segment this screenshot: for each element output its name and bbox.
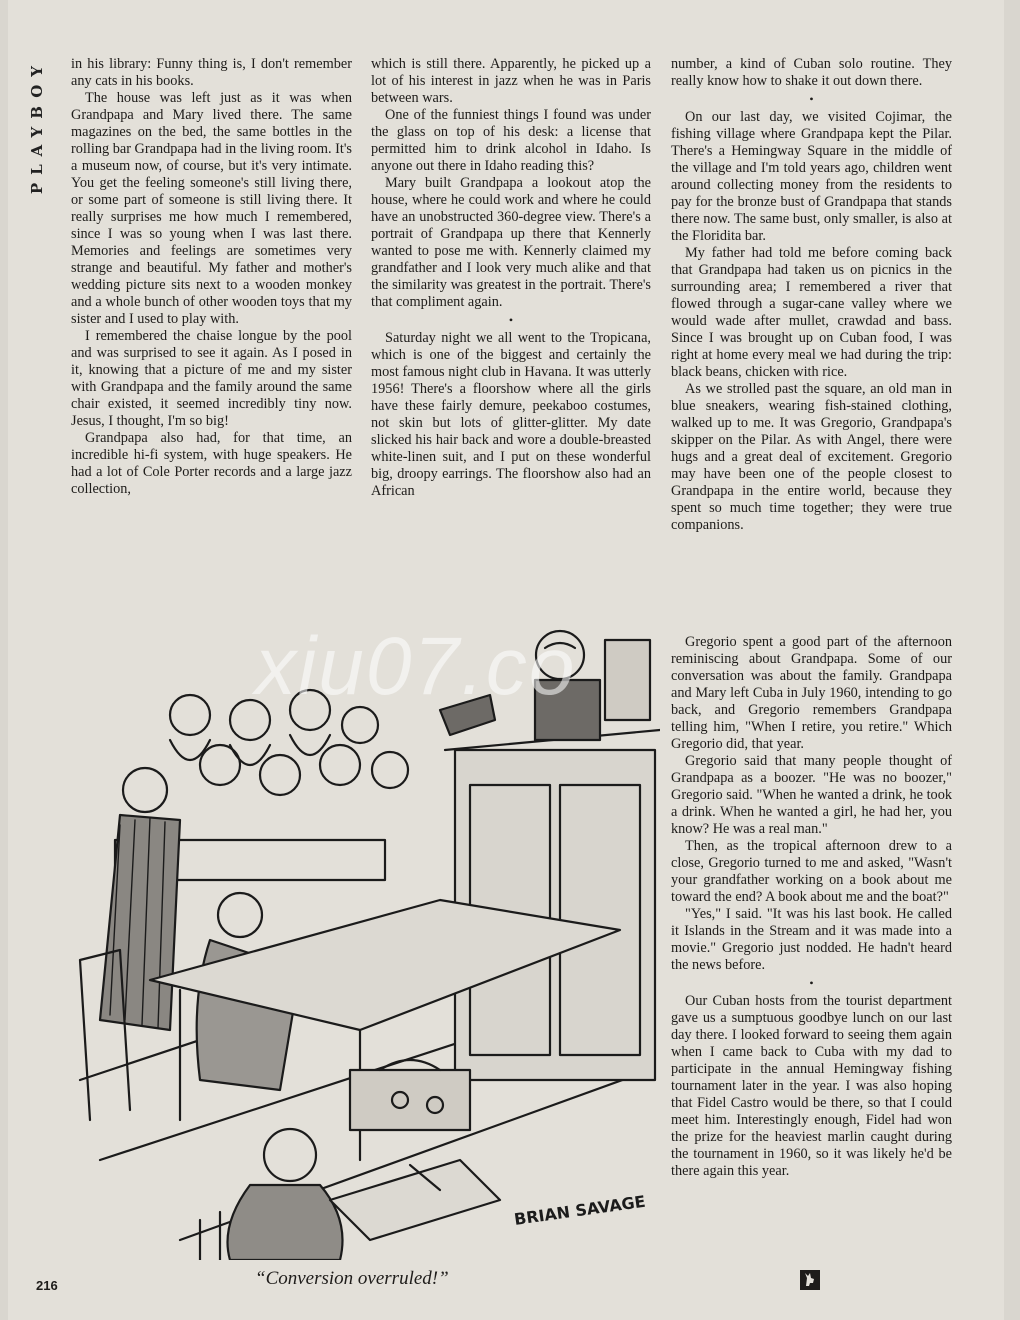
paragraph: Mary built Grandpapa a lookout atop the house, where he could work and where he could have an unobstructed 360-degree view. There's a portrait of Grandpapa up there that Kennerly wanted to pose me with. Kennerly claimed my grandfather and I look very much alike and that the similarity was greatest in the portrait. There's that compliment again. (371, 175, 651, 310)
cartoon-caption: “Conversion overruled!” (255, 1268, 449, 1289)
paragraph: I remembered the chaise longue by the pool and was surprised to see it again. As I posed in it, knowing that a picture of me and my sister with Grandpapa and the family around the same chair existed, it seemed incredibly tiny now. Jesus, I thought, I'm so big! (71, 328, 352, 429)
cartoon-signature: BRIAN SAVAGE (512, 1191, 647, 1229)
paragraph: Saturday night we all went to the Tropicana, which is one of the biggest and certainly the most famous night club in Havana. It was utterly 1956! There's a floorshow where all the girls have these fairly demure, peekaboo costumes, not skin but lots of glitter-glitter. My date slicked his hair back and wore a double-breasted white-linen suit, and I put on these wonderful big, droopy earrings. The floorshow also had an African (371, 330, 651, 499)
column-3 (671, 56, 952, 1286)
column-2 (371, 56, 651, 500)
islands-quote: "Yes," I said. "It was his last book. He called it Islands in the Stream and it was made into a movie." Gregorio just nodded. He hadn't heard the news before. (671, 906, 952, 973)
paragraph (671, 906, 952, 974)
page-number: 216 (36, 1278, 58, 1293)
paragraph: Grandpapa also had, for that time, an incredible hi-fi system, with huge speakers. He had a lot of Cole Porter records and a large jazz collection, (71, 430, 352, 497)
paragraph: Our Cuban hosts from the tourist department gave us a sumptuous goodbye lunch on our last day there. I looked forward to seeing them again when I came back to Cuba with my dad to participate in the annual Hemingway fishing tournament later in the year. I was also hoping that Fidel Castro would be there, so that I could meet him. Interestingly enough, Fidel had won the prize for the heaviest marlin caught during the tournament in 1960, so it was likely he'd be there again this year. (671, 993, 952, 1179)
paragraph: One of the funniest things I found was under the glass on top of his desk: a license that permitted him to drink alcohol in Idaho. Is anyone out there in Idaho reading this? (371, 107, 651, 174)
paragraph: Gregorio said that many people thought of Grandpapa as a boozer. "He was no boozer," Gregorio said. "When he wanted a drink, he took a drink. When he wanted a girl, he had her, you know? He was a real man." (671, 753, 952, 837)
section-separator: • (809, 92, 814, 106)
paragraph: As we strolled past the square, an old man in blue sneakers, wearing fish-stained clothing, walked up to me. It was Gregorio, Grandpapa's skipper on the Pilar. As with Angel, there were hugs and a great deal of excitement. Gregorio may have been one of the people closest to Grandpapa in the entire world, because they spent so much time together; they were true companions. (671, 381, 952, 533)
section-separator: • (508, 313, 514, 327)
paragraph: On our last day, we visited Cojimar, the fishing village where Grandpapa kept the Pilar. There's a Hemingway Square in the middle of the village and I'm told years ago, children went around collecting money from the residents to pay for the bronze bust of Grandpapa that stands there now. The same bust, only smaller, is also at the Floridita bar. (671, 109, 952, 244)
paragraph: number, a kind of Cuban solo routine. They really know how to shake it out down there. (671, 56, 952, 89)
paragraph: My father had told me before coming back that Grandpapa had taken us on picnics in the surrounding area; I remembered a river that flowed through a sugar-cane valley where we would wade after mullet, crawdad and bass. Since I was brought up on Cuban food, I was right at home every meal we had during the trip: black beans, chicken with rice. (671, 245, 952, 380)
column-3-lower (671, 634, 952, 1180)
playboy-bunny-icon (800, 1270, 820, 1290)
paragraph: The house was left just as it was when Grandpapa and Mary lived there. The same magazines on the bed, the same bottles in the rolling bar Grandpapa had in the living room. It's a museum now, of course, but it's very intimate. You get the feeling someone's still living there, or some part of someone is still living there. It really surprises me how much I remembered, since I was so young when I was last there. Memories and feelings are sometimes very strange and beautiful. My father and mother's wedding picture sits next to a wooden monkey and a whole bunch of other wooden toys that my sister and I used to play with. (71, 90, 352, 327)
watermark: xiu07.co (255, 621, 577, 712)
column-1 (71, 56, 352, 498)
section-separator: • (809, 976, 814, 990)
paragraph: Then, as the tropical afternoon drew to a close, Gregorio turned to me and asked, "Wasn't your grandfather working on a book about me toward the end? A book about me and the boat?" (671, 838, 952, 905)
paragraph: Gregorio spent a good part of the afternoon reminiscing about Grandpapa. Some of our conversation was about the family. Grandpapa and Mary left Cuba in July 1960, intending to go back, and Gregorio remembers Grandpapa telling him, "When I retire, you retire." Which Gregorio did, that year. (671, 634, 952, 752)
paragraph: in his library: Funny thing is, I don't remember any cats in his books. (71, 56, 352, 89)
paragraph: which is still there. Apparently, he picked up a lot of his interest in jazz when he was in Paris between wars. (371, 56, 651, 106)
magazine-side-title: PLAYBOY (28, 58, 46, 195)
